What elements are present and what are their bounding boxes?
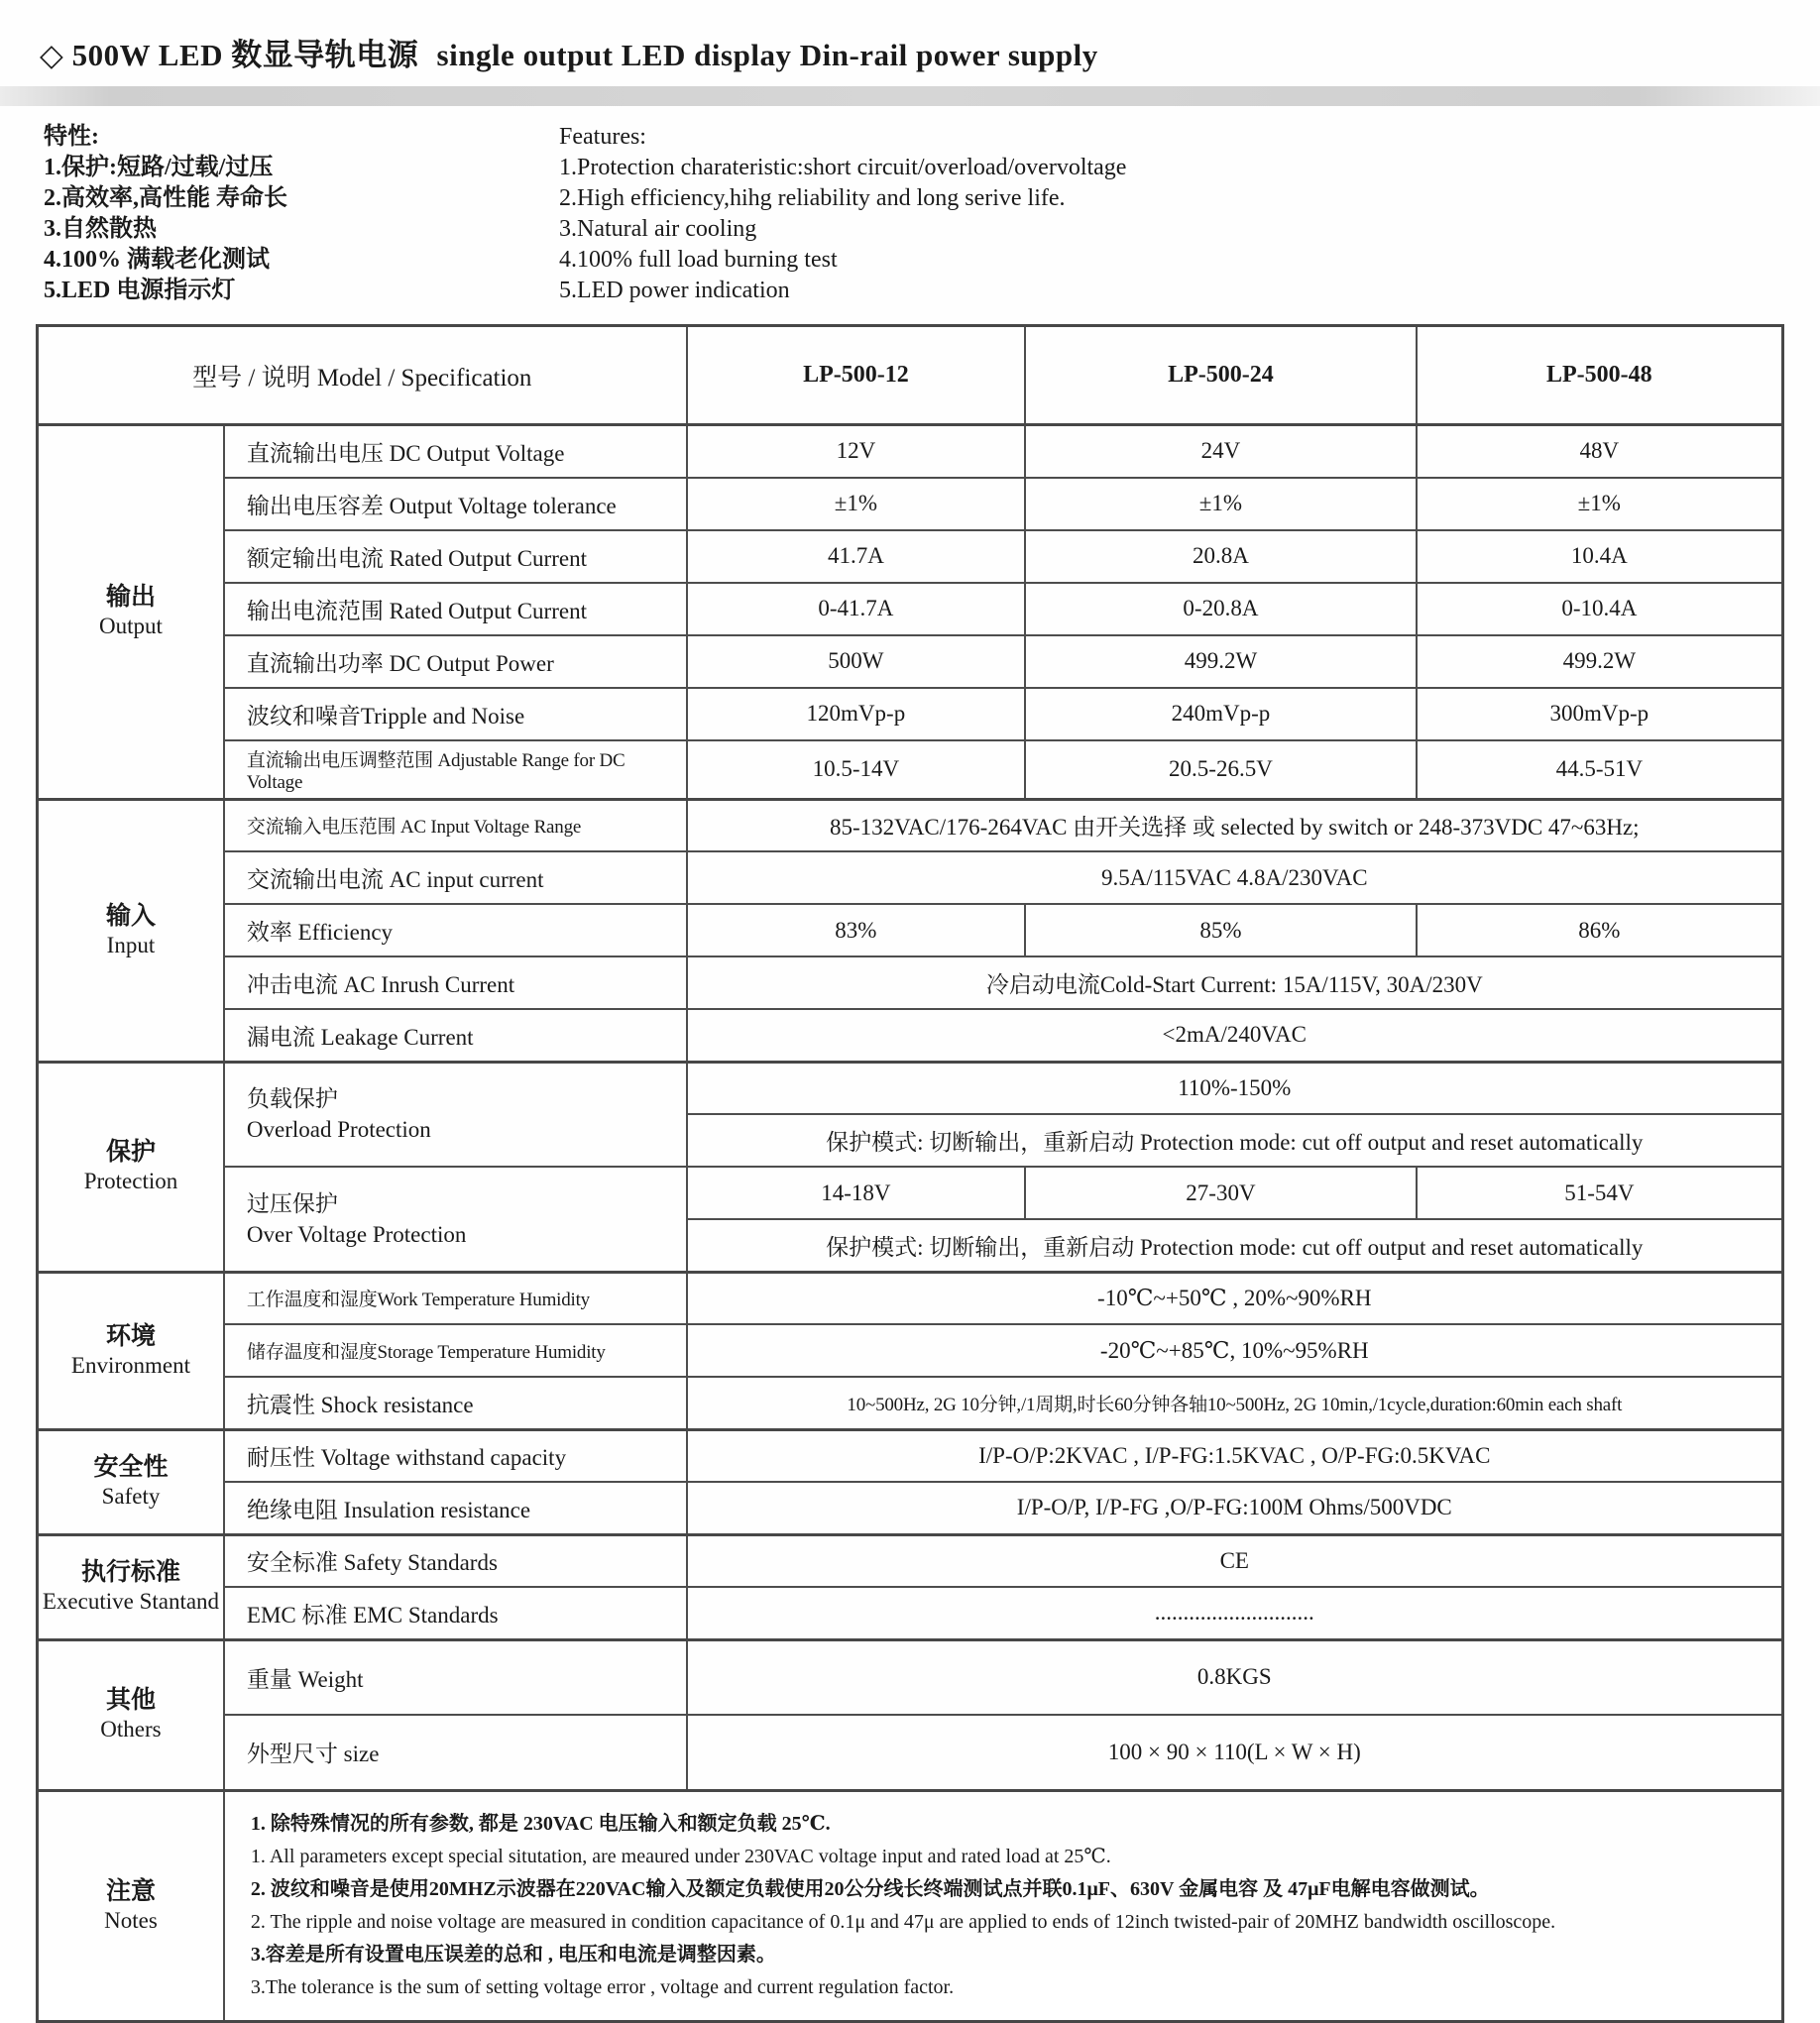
feature-en-item: 5.LED power indication: [559, 278, 790, 303]
table-row: [38, 478, 1783, 530]
spec-value-cell: 0-41.7A: [687, 583, 1026, 635]
spec-value-cell: 51-54V: [1417, 1167, 1783, 1219]
table-row: [38, 1272, 1783, 1324]
spec-label-cell: 绝缘电阻 Insulation resistance: [224, 1482, 687, 1534]
spec-label-cell-overvoltage: [224, 1167, 687, 1272]
group-cell-executive-standard: [38, 1534, 224, 1639]
features-en-heading: Features:: [559, 124, 646, 150]
spec-label-cell: 安全标准 Safety Standards: [224, 1534, 687, 1587]
table-row: [38, 799, 1783, 851]
feature-cn-item: 5.LED 电源指示灯: [44, 278, 236, 303]
spec-value-cell: 24V: [1025, 425, 1416, 478]
note-line: 1. All parameters except special situtation, are meaured under 230VAC voltage input and rated load at 25℃.: [250, 1845, 1111, 1867]
group-cell-input: [38, 799, 224, 1062]
table-row: [38, 635, 1783, 688]
spec-value-cell: 500W: [687, 635, 1026, 688]
spec-value-cell: 499.2W: [1417, 635, 1783, 688]
spec-label-cell: EMC 标准 EMC Standards: [224, 1587, 687, 1639]
table-row: [38, 851, 1783, 904]
spec-label-cell: 波纹和噪音Tripple and Noise: [224, 688, 687, 740]
page-title-cn: ◇ 500W LED 数显导轨电源: [40, 38, 419, 72]
group-label-cn: 安全性: [93, 1454, 169, 1481]
features-cn-heading: 特性:: [44, 124, 99, 150]
spec-value-span-cell: CE: [687, 1534, 1783, 1587]
feature-cn-item: 1.保护:短路/过载/过压: [44, 155, 274, 180]
group-label-en: Input: [106, 932, 156, 957]
group-label-cn: 环境: [105, 1322, 156, 1350]
spec-label-cell: 输出电流范围 Rated Output Current: [224, 583, 687, 635]
group-label-en: Output: [99, 614, 163, 639]
page-title-en: single output LED display Din-rail power supply: [436, 38, 1098, 72]
spec-value-span-cell: I/P-O/P, I/P-FG ,O/P-FG:100M Ohms/500VDC: [687, 1482, 1783, 1534]
notes-text-cell: [224, 1790, 1783, 2021]
note-line: 1. 除特殊情况的所有参数, 都是 230VAC 电压输入和额定负载 25℃.: [250, 1812, 831, 1835]
spec-value-span-cell: 10~500Hz, 2G 10分钟,/1周期,时长60分钟各轴10~500Hz, 2G 10min,/1cycle,duration:60min each shaft: [687, 1377, 1783, 1429]
spec-value-cell: 0-10.4A: [1417, 583, 1783, 635]
table-row: [38, 1482, 1783, 1534]
group-label-en: Others: [100, 1717, 162, 1742]
spec-value-span-cell: 保护模式: 切断输出，重新启动 Protection mode: cut off output and reset automatically: [687, 1114, 1783, 1167]
overvoltage-label-cn: 过压保护: [246, 1190, 338, 1216]
features-block: [0, 122, 1820, 306]
spec-value-span-cell: 保护模式: 切断输出，重新启动 Protection mode: cut off output and reset automatically: [687, 1219, 1783, 1272]
table-row: [38, 1534, 1783, 1587]
table-header-row: [38, 326, 1783, 425]
spec-value-span-cell: 冷启动电流Cold-Start Current: 15A/115V, 30A/230V: [687, 956, 1783, 1009]
table-row: [38, 1587, 1783, 1639]
feature-en-item: 2.High efficiency,hihg reliability and long serive life.: [559, 185, 1066, 211]
spec-value-cell: 10.5-14V: [687, 740, 1026, 800]
spec-value-cell: ±1%: [1025, 478, 1416, 530]
table-row: [38, 583, 1783, 635]
spec-value-cell: ±1%: [1417, 478, 1783, 530]
feature-cn-item: 2.高效率,高性能 寿命长: [44, 185, 287, 211]
group-label-cn: 注意: [105, 1877, 156, 1905]
table-row: [38, 1377, 1783, 1429]
overload-label-en: Overload Protection: [246, 1117, 431, 1143]
table-row: [38, 904, 1783, 956]
spec-label-cell: 直流输出功率 DC Output Power: [224, 635, 687, 688]
group-label-en: Notes: [104, 1907, 158, 1933]
spec-value-span-cell: 0.8KGS: [687, 1639, 1783, 1715]
spec-value-cell: 499.2W: [1025, 635, 1416, 688]
table-row: [38, 956, 1783, 1009]
group-cell-others: [38, 1639, 224, 1790]
model-column-lp-500-12: LP-500-12: [687, 326, 1026, 425]
model-column-lp-500-24: LP-500-24: [1025, 326, 1416, 425]
feature-en-item: 1.Protection charateristic:short circuit/overload/overvoltage: [559, 155, 1127, 180]
table-row: [38, 1324, 1783, 1377]
group-label-cn: 输入: [105, 902, 156, 930]
spec-label-cell: 储存温度和湿度Storage Temperature Humidity: [224, 1324, 687, 1377]
spec-value-cell: 48V: [1417, 425, 1783, 478]
note-line: 2. 波纹和噪音是使用20MHZ示波器在220VAC输入及额定负载使用20公分线长终端测试点并联0.1μF、630V 金属电容 及 47μF电解电容做测试。: [250, 1877, 1490, 1900]
features-en: [559, 122, 1820, 306]
spec-label-cell: 额定输出电流 Rated Output Current: [224, 530, 687, 583]
spec-value-cell: 240mVp-p: [1025, 688, 1416, 740]
table-row: [38, 1009, 1783, 1062]
spec-value-span-cell: I/P-O/P:2KVAC , I/P-FG:1.5KVAC , O/P-FG:0.5KVAC: [687, 1429, 1783, 1482]
overvoltage-label-en: Over Voltage Protection: [246, 1221, 467, 1247]
group-label-en: Safety: [101, 1484, 161, 1509]
table-row: [38, 1639, 1783, 1715]
note-line: 2. The ripple and noise voltage are measured in condition capacitance of 0.1μ and 47μ are applied to ends of 12inch twisted-pair of 20MHZ bandwidth oscilloscope.: [250, 1910, 1556, 1933]
spec-value-span-cell: <2mA/240VAC: [687, 1009, 1783, 1062]
spec-value-cell: 41.7A: [687, 530, 1026, 583]
spec-value-span-cell: ............................: [687, 1587, 1783, 1639]
spec-value-span-cell: -10℃~+50℃ , 20%~90%RH: [687, 1272, 1783, 1324]
group-cell-environment: [38, 1272, 224, 1429]
spec-value-span-cell: 9.5A/115VAC 4.8A/230VAC: [687, 851, 1783, 904]
spec-label-cell-overload: [224, 1062, 687, 1167]
spec-value-cell: 10.4A: [1417, 530, 1783, 583]
spec-label-cell: 工作温度和湿度Work Temperature Humidity: [224, 1272, 687, 1324]
spec-value-cell: 83%: [687, 904, 1026, 956]
feature-cn-item: 4.100% 满载老化测试: [44, 247, 270, 273]
table-row: [38, 1429, 1783, 1482]
group-cell-output: [38, 425, 224, 800]
spec-label-cell: 效率 Efficiency: [224, 904, 687, 956]
table-row: [38, 740, 1783, 800]
table-row: [38, 1062, 1783, 1114]
spec-value-span-cell: 110%-150%: [687, 1062, 1783, 1114]
table-row: [38, 688, 1783, 740]
group-cell-protection: [38, 1062, 224, 1272]
model-spec-header-cell: 型号 / 说明 Model / Specification: [38, 326, 687, 425]
group-label-en: Protection: [83, 1169, 178, 1193]
spec-value-cell: 300mVp-p: [1417, 688, 1783, 740]
page-title: [0, 0, 1820, 74]
group-label-cn: 输出: [105, 584, 156, 612]
spec-value-cell: 85%: [1025, 904, 1416, 956]
spec-value-cell: 27-30V: [1025, 1167, 1416, 1219]
features-cn: [44, 122, 559, 306]
spec-label-cell: 冲击电流 AC Inrush Current: [224, 956, 687, 1009]
group-label-cn: 保护: [105, 1139, 156, 1166]
feature-en-item: 4.100% full load burning test: [559, 247, 838, 273]
spec-label-cell: 漏电流 Leakage Current: [224, 1009, 687, 1062]
spec-label-cell: 直流输出电压调整范围 Adjustable Range for DC Voltage: [224, 740, 687, 800]
spec-label-cell: 交流输出电流 AC input current: [224, 851, 687, 904]
spec-label-cell: 外型尺寸 size: [224, 1715, 687, 1790]
title-divider-bar: [0, 86, 1820, 106]
spec-value-span-cell: 85-132VAC/176-264VAC 由开关选择 或 selected by switch or 248-373VDC 47~63Hz;: [687, 799, 1783, 851]
spec-value-cell: 86%: [1417, 904, 1783, 956]
spec-value-cell: 120mVp-p: [687, 688, 1026, 740]
table-row: [38, 1715, 1783, 1790]
note-line: 3.容差是所有设置电压误差的总和 , 电压和电流是调整因素。: [250, 1943, 776, 1966]
spec-label-cell: 交流输入电压范围 AC Input Voltage Range: [224, 799, 687, 851]
spec-label-cell: 抗震性 Shock resistance: [224, 1377, 687, 1429]
spec-value-cell: 20.5-26.5V: [1025, 740, 1416, 800]
table-row: [38, 425, 1783, 478]
group-cell-safety: [38, 1429, 224, 1534]
spec-value-span-cell: -20℃~+85℃, 10%~95%RH: [687, 1324, 1783, 1377]
group-cell-notes: [38, 1790, 224, 2021]
spec-value-span-cell: 100 × 90 × 110(L × W × H): [687, 1715, 1783, 1790]
spec-label-cell: 输出电压容差 Output Voltage tolerance: [224, 478, 687, 530]
specification-table: [36, 324, 1784, 2023]
spec-value-cell: 44.5-51V: [1417, 740, 1783, 800]
spec-value-cell: 14-18V: [687, 1167, 1026, 1219]
spec-value-cell: 20.8A: [1025, 530, 1416, 583]
spec-label-cell: 耐压性 Voltage withstand capacity: [224, 1429, 687, 1482]
feature-en-item: 3.Natural air cooling: [559, 216, 757, 242]
model-column-lp-500-48: LP-500-48: [1417, 326, 1783, 425]
spec-label-cell: 重量 Weight: [224, 1639, 687, 1715]
group-label-cn: 其他: [105, 1687, 156, 1714]
table-row: [38, 530, 1783, 583]
table-row: [38, 1167, 1783, 1219]
spec-label-cell: 直流输出电压 DC Output Voltage: [224, 425, 687, 478]
group-label-en: Environment: [70, 1352, 190, 1378]
note-line: 3.The tolerance is the sum of setting voltage error , voltage and current regulation factor.: [250, 1975, 955, 1998]
table-row-notes: [38, 1790, 1783, 2021]
spec-value-cell: 0-20.8A: [1025, 583, 1416, 635]
feature-cn-item: 3.自然散热: [44, 216, 157, 242]
group-label-cn: 执行标准: [80, 1559, 180, 1586]
group-label-en: Executive Stantand: [42, 1589, 220, 1614]
spec-value-cell: ±1%: [687, 478, 1026, 530]
overload-label-cn: 负载保护: [246, 1086, 338, 1112]
spec-value-cell: 12V: [687, 425, 1026, 478]
